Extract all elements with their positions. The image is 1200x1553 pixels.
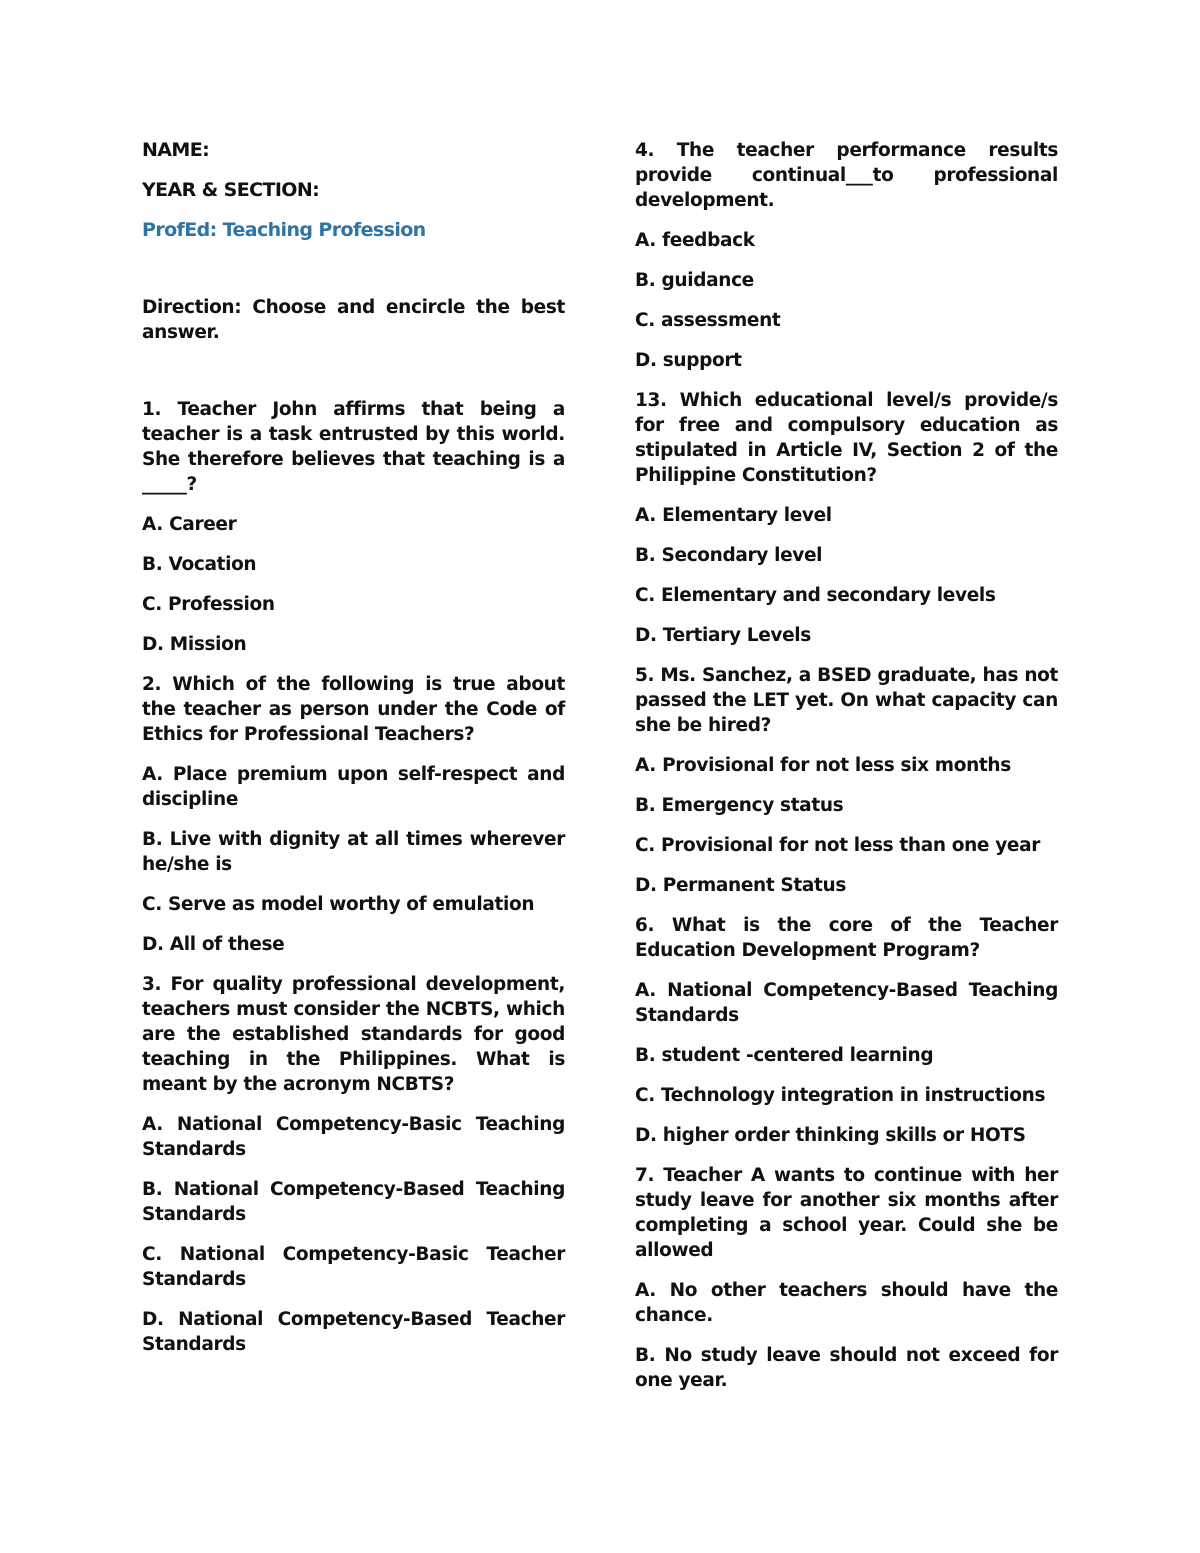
question-text: 4. The teacher performance results provide continual___to professional development. <box>635 140 1058 211</box>
question-text: 3. For quality professional development, teachers must consider the NCBTS, which are the established standards for good teaching in the Philippines. What is meant by the acronym NCBTS? <box>142 974 565 1095</box>
question-text: 5. Ms. Sanchez, a BSED graduate, has not passed the LET yet. On what capacity can she be hired? <box>635 665 1058 736</box>
answer-option: B. Emergency status <box>635 795 844 816</box>
question-text: 7. Teacher A wants to continue with her study leave for another six months after completing a school year. Could she be allowed <box>635 1165 1058 1261</box>
answer-option: A. Career <box>142 514 237 535</box>
answer-option: C. Technology integration in instructions <box>635 1085 1046 1106</box>
answer-option: D. Mission <box>142 634 247 655</box>
answer-option: D. Permanent Status <box>635 875 847 896</box>
answer-option: D. higher order thinking skills or HOTS <box>635 1125 1026 1146</box>
answer-option: B. guidance <box>635 270 754 291</box>
subject-title: ProfEd: Teaching Profession <box>142 219 426 241</box>
name-label: NAME: <box>142 139 210 161</box>
direction-text: Direction: Choose and encircle the best answer. <box>142 297 565 343</box>
question-text: 13. Which educational level/s provide/s for free and compulsory education as stipulated in Article IV, Section 2 of the Philippine Constitution? <box>635 390 1058 486</box>
answer-option: C. assessment <box>635 310 781 331</box>
question-text: 1. Teacher John affirms that being a teacher is a task entrusted by this world. She therefore believes that teaching is a _____? <box>142 399 565 495</box>
left-question-list <box>142 397 565 1357</box>
answer-option: C. National Competency-Basic Teacher Standards <box>142 1244 565 1290</box>
answer-option: B. student -centered learning <box>635 1045 934 1066</box>
answer-option: D. National Competency-Based Teacher Standards <box>142 1309 565 1355</box>
answer-option: A. No other teachers should have the chance. <box>635 1280 1058 1326</box>
answer-option: A. feedback <box>635 230 755 251</box>
answer-option: A. National Competency-Based Teaching Standards <box>635 980 1058 1026</box>
year-section-label: YEAR & SECTION: <box>142 179 320 201</box>
answer-option: C. Profession <box>142 594 275 615</box>
answer-option: A. Elementary level <box>635 505 832 526</box>
answer-option: D. All of these <box>142 934 285 955</box>
answer-option: B. No study leave should not exceed for one year. <box>635 1345 1058 1391</box>
answer-option: B. Vocation <box>142 554 257 575</box>
answer-option: B. Secondary level <box>635 545 823 566</box>
answer-option: D. Tertiary Levels <box>635 625 811 646</box>
answer-option: C. Serve as model worthy of emulation <box>142 894 535 915</box>
answer-option: A. Place premium upon self-respect and discipline <box>142 764 565 810</box>
answer-option: B. Live with dignity at all times wherever he/she is <box>142 829 565 875</box>
answer-option: D. support <box>635 350 742 371</box>
answer-option: A. Provisional for not less six months <box>635 755 1011 776</box>
right-question-list <box>635 138 1058 1393</box>
answer-option: A. National Competency-Basic Teaching Standards <box>142 1114 565 1160</box>
answer-option: C. Elementary and secondary levels <box>635 585 996 606</box>
left-column <box>142 138 565 1372</box>
answer-option: C. Provisional for not less than one year <box>635 835 1041 856</box>
question-text: 6. What is the core of the Teacher Education Development Program? <box>635 915 1058 961</box>
question-text: 2. Which of the following is true about the teacher as person under the Code of Ethics for Professional Teachers? <box>142 674 565 745</box>
right-column <box>635 138 1058 1408</box>
answer-option: B. National Competency-Based Teaching Standards <box>142 1179 565 1225</box>
